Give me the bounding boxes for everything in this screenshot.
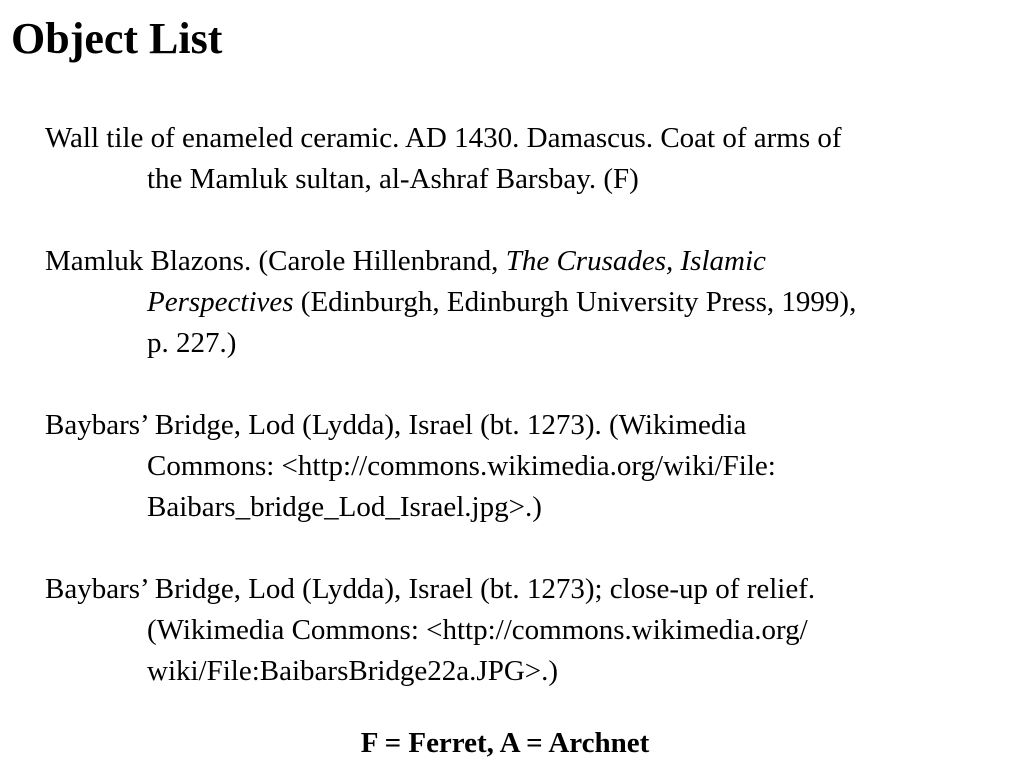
entry-first-line: [45, 405, 1005, 446]
entry-text: the Mamluk sultan, al-Ashraf Barsbay. (F): [147, 163, 639, 195]
entry-continuation-line: [45, 446, 1005, 487]
entry-first-line: [45, 569, 1005, 610]
entry-text: Wall tile of enameled ceramic. AD 1430. Damascus. Coat of arms of: [45, 122, 842, 154]
entry-spacer: [45, 528, 1005, 569]
italic-title-text: The Crusades, Islamic: [505, 245, 766, 277]
object-list-entry: [45, 118, 1005, 200]
entry-continuation-line: [45, 159, 1005, 200]
entry-text: (Wikimedia Commons: <http://commons.wikimedia.org/: [147, 614, 808, 646]
entry-first-line: [45, 118, 1005, 159]
entry-text: (Edinburgh, Edinburgh University Press, 1999),: [293, 286, 857, 318]
entry-continuation-line: [45, 651, 1005, 692]
entry-first-line: [45, 241, 1005, 282]
entry-text: Baybars’ Bridge, Lod (Lydda), Israel (bt. 1273); close-up of relief.: [45, 573, 816, 605]
entry-continuation-line: [45, 610, 1005, 651]
entry-spacer: [45, 364, 1005, 405]
entry-text: Commons: <http://commons.wikimedia.org/wiki/File:: [147, 450, 776, 482]
italic-title-text: Perspectives: [147, 286, 294, 318]
page-title: Object List: [11, 14, 223, 63]
entry-text: p. 227.): [147, 327, 237, 359]
source-legend: F = Ferret, A = Archnet: [360, 727, 650, 759]
entry-continuation-line: [45, 323, 1005, 364]
object-list: [45, 118, 1005, 692]
object-list-entry: [45, 569, 1005, 692]
entry-text: Mamluk Blazons. (Carole Hillenbrand,: [45, 245, 506, 277]
entry-text: Baybars’ Bridge, Lod (Lydda), Israel (bt. 1273). (Wikimedia: [45, 409, 747, 441]
entry-spacer: [45, 200, 1005, 241]
object-list-entry: [45, 405, 1005, 528]
object-list-entry: [45, 241, 1005, 364]
entry-continuation-line: [45, 282, 1005, 323]
entry-text: Baibars_bridge_Lod_Israel.jpg>.): [147, 491, 542, 523]
entry-text: wiki/File:BaibarsBridge22a.JPG>.): [147, 655, 559, 687]
entry-continuation-line: [45, 487, 1005, 528]
